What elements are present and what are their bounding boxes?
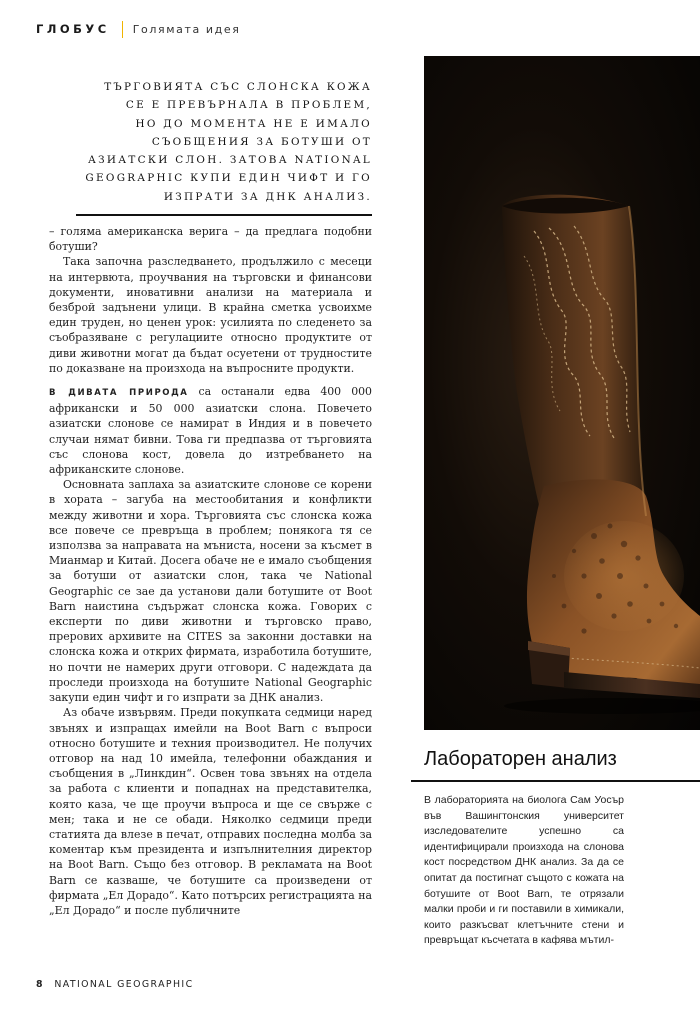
paragraph: Основната заплаха за азиатските слонове се корени в хората – загуба на местообитания и конфликти между животни и хора. Търговията със слонска кожа все повече се превръща в проблем; понякога тя се използва за направата на мъниста, носени за късмет в Мианмар и Китай. Досега обаче не е имало съобщения за ботуши от азиатски слон, така че National Geographic се зае да установи дали ботушите от Boot Barn наистина съдържат слонска кожа. Говорих с експерти по диви животни и търговско право, прерових архивите на CITES за законни доставки на слонска кожа и открих фирмата, изработила ботушите, но почти не намерих други отговори. С надеждата да проследи произхода на ботушите National Geographic закупи един чифт и го изпрати за ДНК анализ. [49, 478, 372, 705]
article-body [49, 224, 372, 918]
page-header [36, 16, 240, 42]
header-divider [122, 21, 123, 38]
cowboy-boot-illustration [424, 56, 700, 730]
pull-quote-line: АЗИАТСКИ СЛОН. ЗАТОВА NATIONAL [87, 154, 372, 167]
sidebar-text: В лабораторията на биолога Сам Уосър във Вашингтонския университет изследователите успешно са идентифицирали произхода на слонова кост посредством ДНК анализ. За да се опитат да постигнат същото с кожата на ботушите от Boot Barn, те отрязали малки проби и ги поставили в химикали, които разкъсват клетъчните стени и превръщат късчетата в кафява мътил- [424, 794, 624, 947]
pull-quote-line: СЪОБЩЕНИЯ ЗА БОТУШИ ОТ [151, 135, 372, 148]
page-number: 8 [36, 979, 44, 990]
paragraph: Така започна разследването, продължило с месеци на интервюта, проучвания на търговски и финансови документи, иновативни анализи на материала и безброй задънени улици. В крайна сметка усвоихме един труден, но ценен урок: усилията по следенето за съобразяване с регулациите относно продуктите от диви животни могат да бъдат осуетени от трудностите по доказване на произхода на въпросните продукти. [49, 255, 372, 375]
pull-quote-line: ТЪРГОВИЯТА СЪС СЛОНСКА КОЖА [104, 81, 372, 93]
subsection-title: Голямата идея [132, 22, 241, 36]
sidebar-title: Лабораторен анализ [424, 748, 617, 770]
pull-quote [76, 78, 372, 216]
paragraph: – голяма американска верига – да предлага подобни ботуши? [49, 225, 372, 254]
pull-quote-line: СЕ Е ПРЕВЪРНАЛА В ПРОБЛЕМ, [125, 99, 372, 112]
pull-quote-line: ИЗПРАТИ ЗА ДНК АНАЛИЗ. [163, 190, 372, 203]
magazine-brand: NATIONAL GEOGRAPHIC [54, 979, 194, 990]
paragraph-lead [49, 384, 372, 477]
sidebar-divider [411, 780, 700, 782]
paragraph: Аз обаче извървям. Преди покупката седмици наред звънях и изпращах имейли на Boot Barn с въпроси относно ботушите и техния производител. Не получих отговор на над 10 имейла, телефонни обаждания и съобщения в „Линкдин“. Освен това звънях на отдела за работа с клиенти и попаднах на представителка, която каза, че ще проучи въпроса и ще се свърже с мен; така и не се обади. Няколко седмици преди статията да влезе в печат, отправих последна молба за коментар към президента и изпълнителния директор на Boot Barn. Също без отговор. В рекламата на Boot Barn се казваше, че ботушите са произведени от фирмата „Ел Дорадо“. Като потърсих регистрацията на „Ел Дорадо“ и после публичните [49, 706, 372, 917]
pull-quote-line: GEOGRAPHIC КУПИ ЕДИН ЧИФТ И ГО [85, 172, 372, 185]
lead-in-words: В ДИВАТА ПРИРОДА [49, 388, 189, 399]
section-title: ГЛОБУС [36, 22, 110, 36]
paragraph-text: са останали едва 400 000 африкански и 50 000 азиатски слона. Повечето азиатски слонове се намират в Индия и в повечето случаи нямат бивни. Това ги предпазва от търговията със слонова кост, довела до изтребването на африканските слонове. [49, 385, 372, 477]
page-footer [36, 979, 194, 990]
pull-quote-line: НО ДО МОМЕНТА НЕ Е ИМАЛО [135, 117, 372, 130]
boot-photo [424, 56, 700, 730]
